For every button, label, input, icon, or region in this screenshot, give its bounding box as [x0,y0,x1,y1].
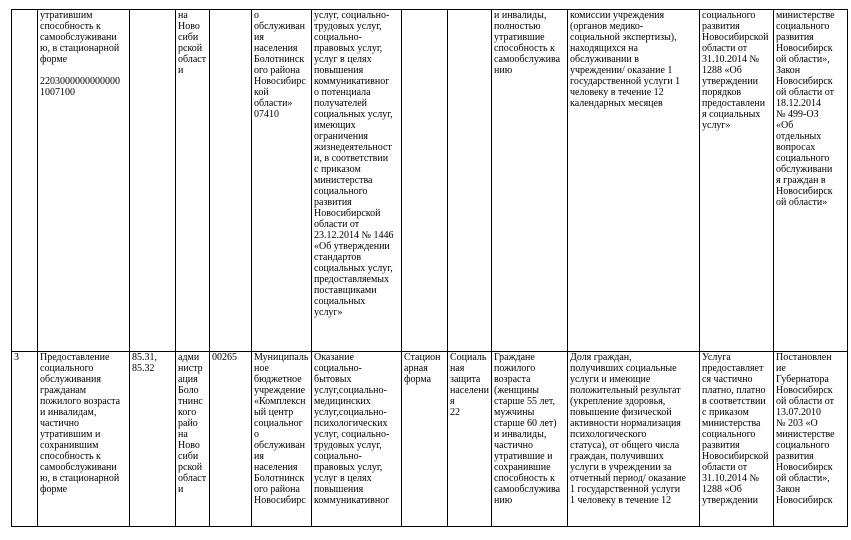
cell-service-content: Оказание социально- бытовых услуг,социально- медицинских услуг,социально- психологических услуг, социально- трудовых услуг, социально- правовых услуг, услуг в целях повышения коммуникативног [312,352,402,527]
cell-row-number [12,10,38,352]
cell-consumer-category: и инвалиды, полностью утратившие способность к самообслужива нию [492,10,568,352]
cell-institution-name: о обслуживан ия населения Болотнинск ого района Новосибирс кой области» 07410 [252,10,312,352]
cell-legal-basis: министерстве социального развития Новосибирск ой области», Закон Новосибирск ой области от 18.12.2014 № 499-ОЗ «Об отдельных вопросах социального обслуживани я граждан в Новосибирск ой области» [774,10,848,352]
cell-okved-code: 85.31, 85.32 [130,352,176,527]
cell-institution-code [210,10,252,352]
cell-institution-code: 00265 [210,352,252,527]
cell-legal-basis: Постановлен ие Губернатора Новосибирск ой области от 13.07.2010 № 203 «О министерстве социального развития Новосибирск ой области», Закон Новосибирск [774,352,848,527]
cell-service-form: Стацион арная форма [402,352,448,527]
cell-payment-terms: Услуга предоставляет ся частично платно, платно в соответствии с приказом министерства социального развития Новосибирской области от 31.10.2014 № 1288 «Об утверждении [700,352,774,527]
cell-service-content: услуг, социально- трудовых услуг, социально- правовых услуг, услуг в целях повышения коммуникативног о потенциала получателей социальных услуг, имеющих ограничения жизнедеятельност и, в соответствии с приказом министерства социального развития Новосибирской области от 23.12.2014 № 1446 «Об утверждении стандартов социальных услуг, предоставляемых поставщиками социальных услуг» [312,10,402,352]
services-table [11,9,848,527]
cell-founder: на Ново сиби рской области [176,10,210,352]
cell-founder: адми нистр ация Боло тнинс кого райо на Ново сиби рской области [176,352,210,527]
cell-okved-code [130,10,176,352]
cell-service-name: утратившим способность к самообслуживани ю, в стационарной форме 2203000000000000 1007100 [38,10,130,352]
cell-service-form [402,10,448,352]
cell-service-sphere: Социаль ная защита населени я 22 [448,352,492,527]
cell-consumer-category: Граждане пожилого возраста (женщины старше 55 лет, мужчины старше 60 лет) и инвалиды, частично утратившие и сохранившие способность к самообслужива нию [492,352,568,527]
cell-payment-terms: социального развития Новосибирской области от 31.10.2014 № 1288 «Об утверждении порядков предоставлени я социальных услуг» [700,10,774,352]
cell-row-number: 3 [12,352,38,527]
table-row [12,352,848,527]
cell-quality-indicator: комиссии учреждения (органов медико- социальной экспертизы), находящихся на обслуживании в учреждении/ оказание 1 государственной услуги 1 человеку в течение 12 календарных месяцев [568,10,700,352]
cell-service-sphere [448,10,492,352]
table-row [12,10,848,352]
cell-quality-indicator: Доля граждан, получивших социальные услуги и имеющие положительный результат (укрепление здоровья, повышение физической активности нормализация психологического статуса), от общего числа граждан, получивших услуги в учреждении за отчетный период/ оказание 1 государственной услуги 1 человеку в течение 12 [568,352,700,527]
cell-service-name: Предоставление социального обслуживания гражданам пожилого возраста и инвалидам, частично утратившим и сохранившим способность к самообслуживани ю, в стационарной форме [38,352,130,527]
cell-institution-name: Муниципаль ное бюджетное учреждение «Комплексн ый центр социальног о обслуживан ия населения Болотнинск ого района Новосибирс [252,352,312,527]
